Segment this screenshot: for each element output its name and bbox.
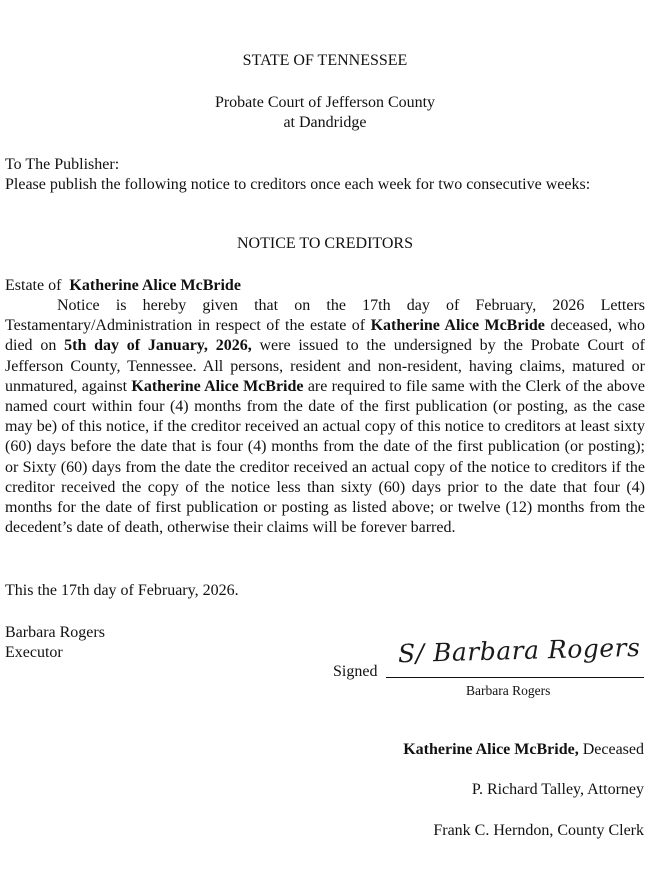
executor-name: Barbara Rogers: [5, 624, 105, 641]
notice-body: [5, 296, 645, 538]
handwritten-signature: S/ Barbara Rogers: [397, 632, 641, 669]
notice-body-part4: are required to file same with the Clerk of the above named court within four (4) months from the date of the first publication (or posting, as the case may be) of this notice, if the creditor received an actual copy of this notice to creditors at least sixty (60) days before the date that is four (4) months from the date of the first publication (or posting); or Sixty (60) days from the date the creditor received an actual copy of the notice to creditors if the creditor received the copy of the notice less than sixty (60) days prior to the date that four (4) months for the date of first publication or posting as listed above; or twelve (12) months from the decedent’s date of death, otherwise their claims will be forever barred.: [5, 377, 646, 537]
court-location: at Dandridge: [283, 114, 367, 131]
publisher-salutation: To The Publisher:: [5, 156, 120, 173]
clerk-line: Frank C. Herndon, County Clerk: [433, 822, 644, 839]
dated-line: This the 17th day of February, 2026.: [5, 582, 239, 599]
court-name: Probate Court of Jefferson County: [214, 94, 436, 111]
decedent-name-ref-2: Katherine Alice McBride: [131, 377, 304, 395]
notice-body-part1: Notice is hereby given that on the 17th day of February, 2026 Letters Testamentary/Administration in respect of the estate of: [5, 297, 645, 335]
executor-role: Executor: [5, 644, 63, 661]
notice-body-part2: deceased, who died on: [5, 317, 646, 355]
death-date: 5th day of January, 2026,: [64, 337, 252, 355]
publisher-request: Please publish the following notice to creditors once each week for two consecutive weeks:: [5, 176, 591, 193]
signer-printed-name: Barbara Rogers: [466, 683, 551, 698]
signature-line: [386, 677, 644, 678]
decedent-name-ref: Katherine Alice McBride: [370, 317, 545, 335]
attorney-line: P. Richard Talley, Attorney: [471, 781, 644, 798]
deceased-label: Deceased: [582, 741, 644, 758]
estate-line: [5, 276, 645, 296]
decedent-name: Katherine Alice McBride: [69, 277, 241, 294]
notice-body-part3: were issued to the undersigned by the Probate Court of Jefferson County, Tennessee. All persons, resident and non-resident, having claims, matured or unmatured, against: [5, 337, 645, 395]
deceased-name: Katherine Alice McBride,: [403, 741, 579, 758]
deceased-line: [403, 740, 644, 760]
signed-label: Signed: [333, 663, 378, 680]
state-heading: STATE OF TENNESSEE: [242, 52, 408, 69]
notice-title: NOTICE TO CREDITORS: [236, 235, 413, 252]
estate-label: Estate of: [5, 277, 62, 294]
